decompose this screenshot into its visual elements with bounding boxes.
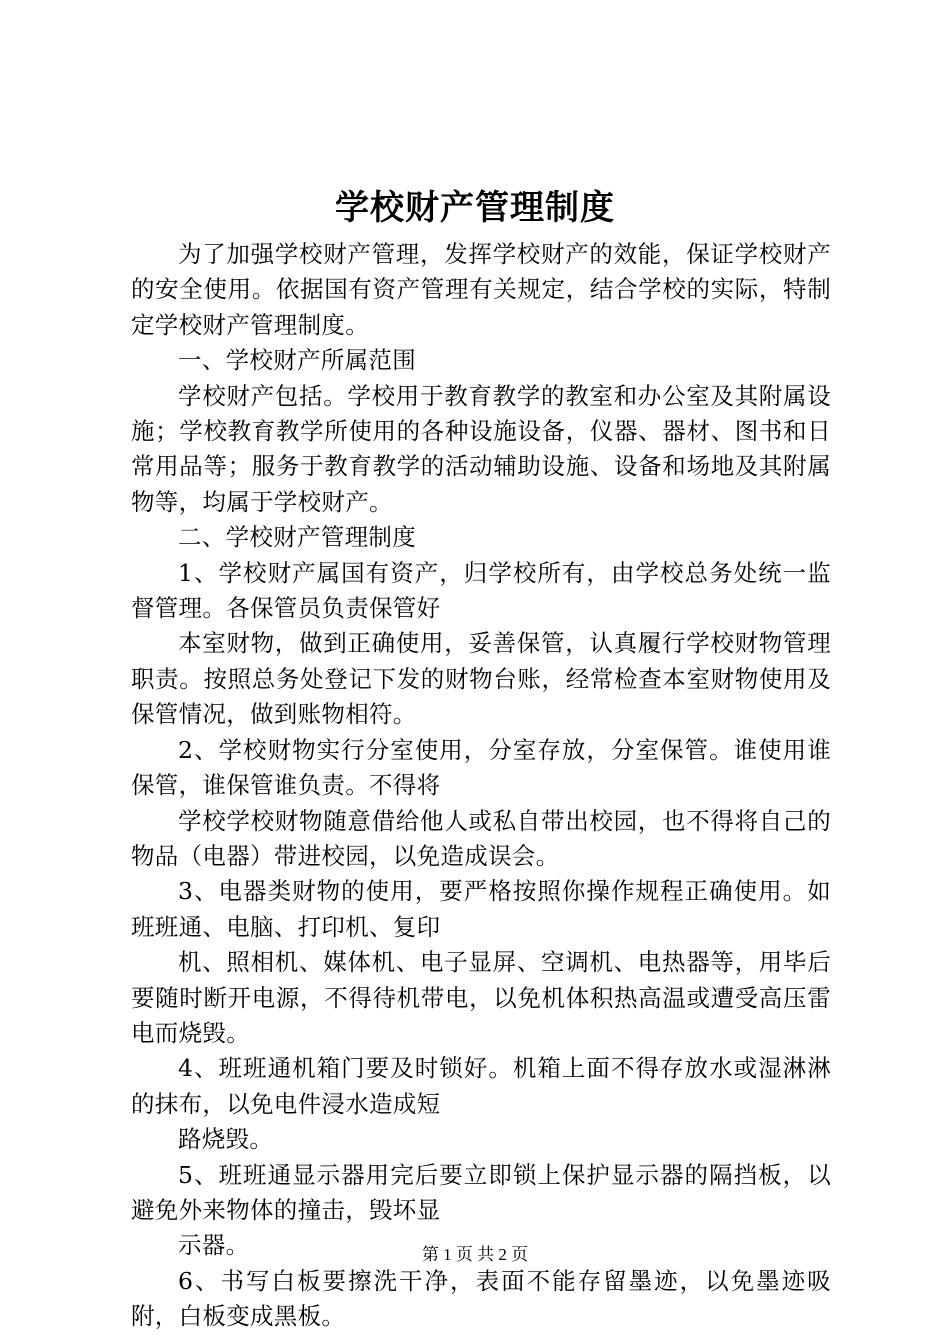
document-title: 学校财产管理制度	[335, 188, 615, 228]
paragraph: 1、学校财产属国有资产，归学校所有，由学校总务处统一监督管理。各保管员负责保管好	[131, 558, 831, 623]
paragraph: 2、学校财物实行分室使用，分室存放，分室保管。谁使用谁保管，谁保管谁负责。不得将	[131, 735, 831, 800]
document-body	[131, 237, 831, 1335]
paragraph: 机、照相机、媒体机、电子显屏、空调机、电热器等，用毕后要随时断开电源，不得待机带电，以免机体积热高温或遭受高压雷电而烧毁。	[131, 948, 831, 1047]
paragraph: 示器。	[178, 1231, 250, 1260]
paragraph: 4、班班通机箱门要及时锁好。机箱上面不得存放水或湿淋淋的抹布，以免电件浸水造成短	[131, 1054, 831, 1118]
paragraph: 为了加强学校财产管理，发挥学校财产的效能，保证学校财产的安全使用。依据国有资产管理有关规定，结合学校的实际，特制定学校财产管理制度。	[131, 240, 831, 339]
paragraph: 本室财物，做到正确使用，妥善保管，认真履行学校财物管理职责。按照总务处登记下发的财物台账，经常检查本室财物使用及保管情况，做到账物相符。	[131, 629, 831, 729]
section-heading: 二、学校财产管理制度	[178, 523, 416, 552]
paragraph: 6、书写白板要擦洗干净，表面不能存留墨迹，以免墨迹吸附，白板变成黑板。	[131, 1266, 831, 1331]
paragraph: 3、电器类财物的使用，要严格按照你操作规程正确使用。如班班通、电脑、打印机、复印	[131, 877, 831, 941]
paragraph: 路烧毁。	[178, 1125, 274, 1154]
page-footer: 第 1 页 共 2 页	[421, 1245, 529, 1264]
section-heading: 一、学校财产所属范围	[178, 346, 416, 375]
paragraph: 学校财产包括。学校用于教育教学的教室和办公室及其附属设施；学校教育教学所使用的各种设施设备，仪器、器材、图书和日常用品等；服务于教育教学的活动辅助设施、设备和场地及其附属物等，均属于学校财产。	[131, 381, 831, 516]
paragraph: 5、班班通显示器用完后要立即锁上保护显示器的隔挡板，以避免外来物体的撞击，毁坏显	[131, 1160, 831, 1224]
paragraph: 学校学校财物随意借给他人或私自带出校园，也不得将自己的物品（电器）带进校园，以免造成误会。	[131, 806, 831, 870]
